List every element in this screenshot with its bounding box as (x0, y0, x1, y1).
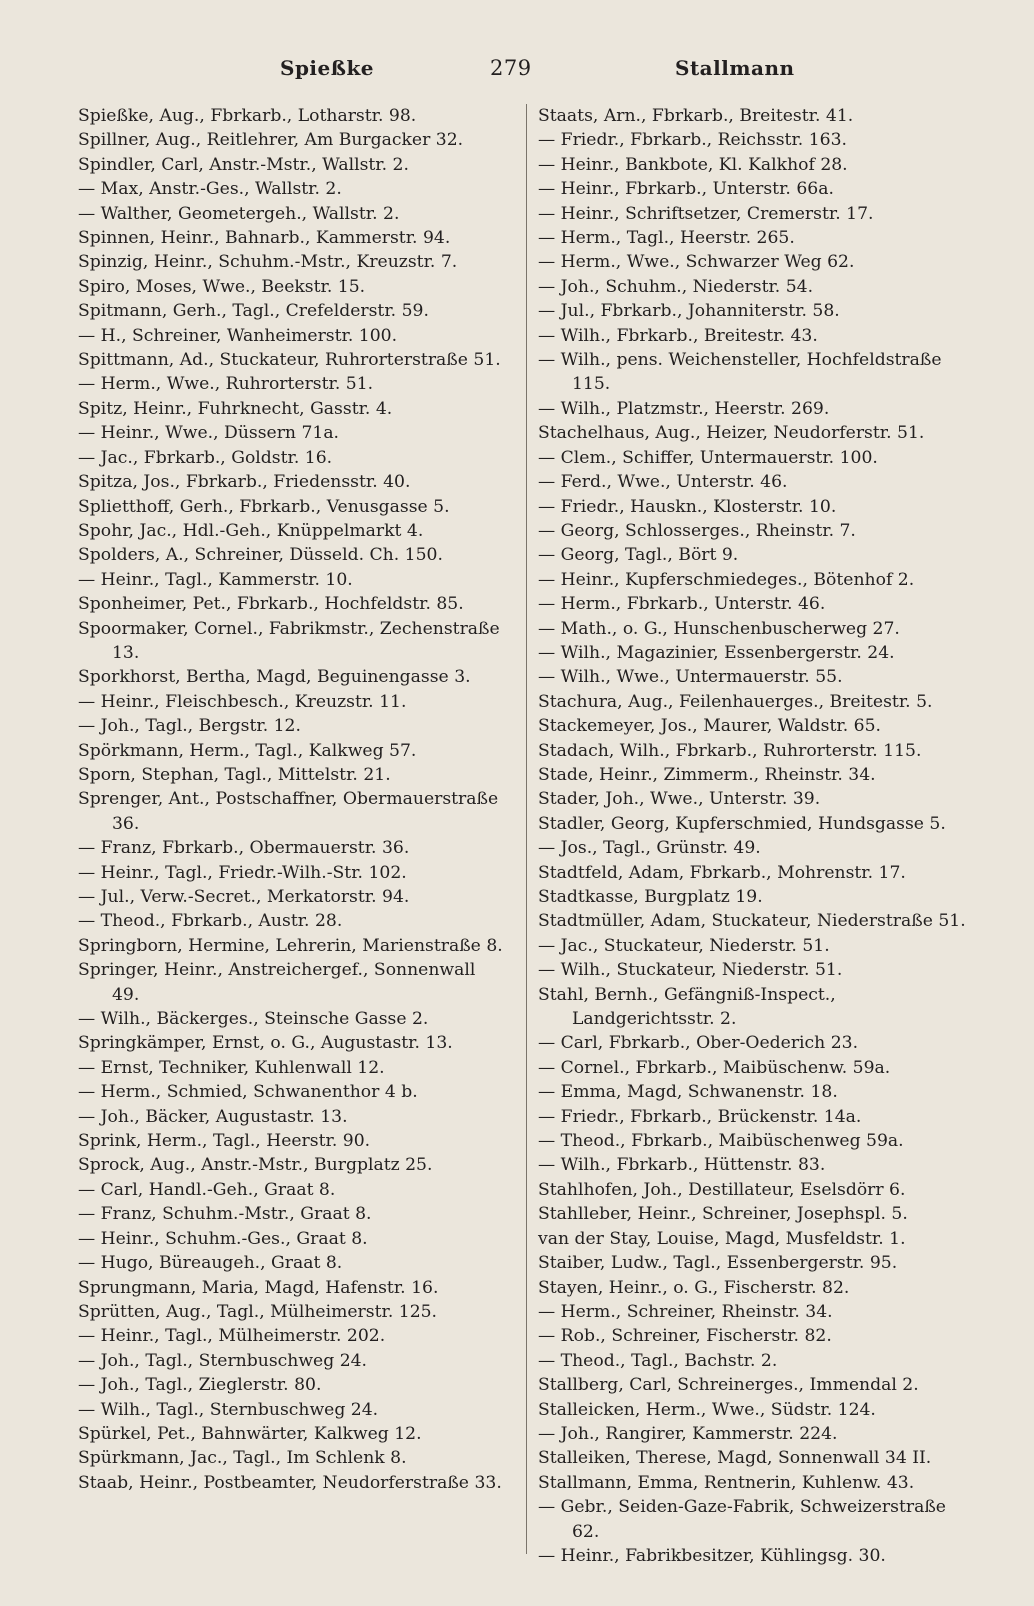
directory-entry: — Herm., Schreiner, Rheinstr. 34. (538, 1301, 833, 1322)
directory-entry: — Theod., Fbrkarb., Maibüschenweg 59a. (538, 1131, 904, 1152)
directory-entry: Spoormaker, Cornel., Fabrikmstr., Zechenstraße 13. (78, 618, 500, 663)
directory-entry: — Jul., Fbrkarb., Johanniterstr. 58. (538, 301, 840, 322)
directory-entry: — Carl, Fbrkarb., Ober-Oederich 23. (538, 1033, 859, 1054)
directory-entry: — H., Schreiner, Wanheimerstr. 100. (78, 325, 398, 346)
directory-entry: — Heinr., Fbrkarb., Unterstr. 66a. (538, 179, 834, 200)
directory-entry: — Herm., Wwe., Ruhrorterstr. 51. (78, 374, 374, 395)
directory-entry: — Joh., Rangirer, Kammerstr. 224. (538, 1423, 838, 1444)
directory-entry: — Ferd., Wwe., Unterstr. 46. (538, 472, 788, 493)
directory-entry: Spürkel, Pet., Bahnwärter, Kalkweg 12. (78, 1423, 422, 1444)
directory-entry: — Theod., Fbrkarb., Austr. 28. (78, 911, 343, 932)
directory-entry: — Friedr., Fbrkarb., Brückenstr. 14a. (538, 1106, 862, 1127)
directory-entry: — Heinr., Tagl., Kammerstr. 10. (78, 569, 353, 590)
directory-entry: — Joh., Tagl., Sternbuschweg 24. (78, 1350, 368, 1371)
directory-entry: Sponheimer, Pet., Fbrkarb., Hochfeldstr. 85. (78, 594, 464, 615)
directory-entry: — Carl, Handl.-Geh., Graat 8. (78, 1179, 336, 1200)
directory-entry: Stachura, Aug., Feilenhauerges., Breitestr. 5. (538, 691, 933, 712)
directory-entry: — Emma, Magd, Schwanenstr. 18. (538, 1082, 838, 1103)
directory-entry: Stadtmüller, Adam, Stuckateur, Niederstraße 51. (538, 911, 966, 932)
right-column (538, 104, 978, 1568)
directory-entry: — Georg, Schlosserges., Rheinstr. 7. (538, 520, 856, 541)
directory-entry: — Jos., Tagl., Grünstr. 49. (538, 838, 761, 859)
directory-entry: Spinnen, Heinr., Bahnarb., Kammerstr. 94. (78, 228, 451, 249)
directory-entry: van der Stay, Louise, Magd, Musfeldstr. 1. (538, 1228, 906, 1249)
directory-entry: — Heinr., Fabrikbesitzer, Kühlingsg. 30. (538, 1545, 886, 1566)
directory-entry: Spolders, A., Schreiner, Düsseld. Ch. 150. (78, 545, 443, 566)
directory-entry: Sporn, Stephan, Tagl., Mittelstr. 21. (78, 764, 391, 785)
directory-entry: — Walther, Geometergeh., Wallstr. 2. (78, 203, 400, 224)
directory-entry: Stalleicken, Herm., Wwe., Südstr. 124. (538, 1399, 876, 1420)
directory-entry: Spitmann, Gerh., Tagl., Crefelderstr. 59. (78, 301, 429, 322)
directory-entry: — Clem., Schiffer, Untermauerstr. 100. (538, 447, 878, 468)
directory-entry: — Wilh., Fbrkarb., Hüttenstr. 83. (538, 1155, 826, 1176)
page-number: 279 (490, 56, 532, 80)
directory-entry: — Herm., Tagl., Heerstr. 265. (538, 228, 795, 249)
directory-entry: Stallmann, Emma, Rentnerin, Kuhlenw. 43. (538, 1472, 915, 1493)
directory-entry: Spörkmann, Herm., Tagl., Kalkweg 57. (78, 740, 417, 761)
directory-entry: — Wilh., Wwe., Untermauerstr. 55. (538, 667, 843, 688)
directory-entry: Stachelhaus, Aug., Heizer, Neudorferstr. 51. (538, 423, 925, 444)
directory-entry: Stade, Heinr., Zimmerm., Rheinstr. 34. (538, 764, 876, 785)
directory-entry: — Heinr., Schriftsetzer, Cremerstr. 17. (538, 203, 874, 224)
directory-entry: — Math., o. G., Hunschenbuscherweg 27. (538, 618, 900, 639)
left-column (78, 104, 508, 1495)
directory-entry: Springer, Heinr., Anstreichergef., Sonnenwall 49. (78, 960, 476, 1005)
directory-entry: — Georg, Tagl., Bört 9. (538, 545, 739, 566)
directory-entry: — Jac., Stuckateur, Niederstr. 51. (538, 935, 830, 956)
directory-entry: Stadler, Georg, Kupferschmied, Hundsgasse 5. (538, 813, 946, 834)
directory-entry: Spießke, Aug., Fbrkarb., Lotharstr. 98. (78, 106, 417, 126)
directory-entry: — Heinr., Wwe., Düssern 71a. (78, 423, 340, 444)
directory-entry: Stahl, Bernh., Gefängniß-Inspect., Landgerichtsstr. 2. (538, 984, 836, 1030)
directory-entry: Spillner, Aug., Reitlehrer, Am Burgacker 32. (78, 130, 464, 151)
directory-entry: — Wilh., Tagl., Sternbuschweg 24. (78, 1399, 379, 1420)
directory-entry: Staab, Heinr., Postbeamter, Neudorferstraße 33. (78, 1472, 502, 1493)
directory-entry: Stadach, Wilh., Fbrkarb., Ruhrorterstr. 115. (538, 740, 922, 761)
page-header (70, 56, 970, 90)
directory-entry: Spitz, Heinr., Fuhrknecht, Gasstr. 4. (78, 398, 393, 419)
directory-entry: — Rob., Schreiner, Fischerstr. 82. (538, 1326, 832, 1347)
directory-entry: Sprütten, Aug., Tagl., Mülheimerstr. 125. (78, 1301, 438, 1322)
directory-entry: — Wilh., Platzmstr., Heerstr. 269. (538, 398, 830, 419)
directory-entry: — Wilh., Bäckerges., Steinsche Gasse 2. (78, 1009, 429, 1030)
directory-entry: Spiro, Moses, Wwe., Beekstr. 15. (78, 276, 366, 297)
directory-entry: Stadtfeld, Adam, Fbrkarb., Mohrenstr. 17. (538, 862, 906, 883)
directory-entry: — Ernst, Techniker, Kuhlenwall 12. (78, 1057, 385, 1078)
directory-entry: — Wilh., pens. Weichensteller, Hochfeldstraße 115. (538, 350, 942, 395)
directory-entry: — Joh., Tagl., Zieglerstr. 80. (78, 1375, 322, 1396)
directory-entry: Spinzig, Heinr., Schuhm.-Mstr., Kreuzstr. 7. (78, 252, 458, 273)
directory-entry: — Wilh., Stuckateur, Niederstr. 51. (538, 960, 843, 981)
header-right-keyword: Stallmann (675, 56, 795, 80)
directory-entry: — Cornel., Fbrkarb., Maibüschenw. 59a. (538, 1057, 891, 1078)
directory-entry: Spittmann, Ad., Stuckateur, Ruhrorterstraße 51. (78, 350, 501, 371)
directory-entry: Spohr, Jac., Hdl.-Geh., Knüppelmarkt 4. (78, 520, 424, 541)
directory-entry: Stalleiken, Therese, Magd, Sonnenwall 34 II. (538, 1448, 932, 1469)
directory-entry: Sprenger, Ant., Postschaffner, Obermauerstraße 36. (78, 789, 499, 834)
directory-entry: — Joh., Bäcker, Augustastr. 13. (78, 1106, 348, 1127)
directory-entry: Stader, Joh., Wwe., Unterstr. 39. (538, 789, 821, 810)
directory-entry: — Herm., Wwe., Schwarzer Weg 62. (538, 252, 855, 273)
directory-entry: Sprock, Aug., Anstr.-Mstr., Burgplatz 25. (78, 1155, 433, 1176)
directory-entry: — Gebr., Seiden-Gaze-Fabrik, Schweizerstraße 62. (538, 1497, 946, 1542)
header-left-keyword: Spießke (280, 56, 375, 80)
column-divider (526, 104, 527, 1554)
directory-entry: — Herm., Schmied, Schwanenthor 4 b. (78, 1082, 418, 1103)
directory-entry: — Jac., Fbrkarb., Goldstr. 16. (78, 447, 333, 468)
directory-entry: Staiber, Ludw., Tagl., Essenbergerstr. 95. (538, 1253, 898, 1274)
directory-entry: — Heinr., Kupferschmiedeges., Bötenhof 2. (538, 569, 915, 590)
directory-entry: — Hugo, Büreaugeh., Graat 8. (78, 1253, 343, 1274)
directory-entry: Springkämper, Ernst, o. G., Augustastr. 13. (78, 1033, 453, 1054)
directory-entry: — Joh., Schuhm., Niederstr. 54. (538, 276, 814, 297)
directory-entry: — Heinr., Schuhm.-Ges., Graat 8. (78, 1228, 368, 1249)
directory-entry: — Friedr., Fbrkarb., Reichsstr. 163. (538, 130, 847, 151)
directory-entry: — Friedr., Hauskn., Klosterstr. 10. (538, 496, 837, 517)
directory-entry: Stahlhofen, Joh., Destillateur, Eselsdörr 6. (538, 1179, 906, 1200)
directory-entry: — Theod., Tagl., Bachstr. 2. (538, 1350, 778, 1371)
directory-entry: Stahlleber, Heinr., Schreiner, Josephspl. 5. (538, 1204, 908, 1225)
directory-entry: — Heinr., Tagl., Friedr.-Wilh.-Str. 102. (78, 862, 407, 883)
directory-entry: — Jul., Verw.-Secret., Merkatorstr. 94. (78, 887, 410, 907)
directory-entry: Stayen, Heinr., o. G., Fischerstr. 82. (538, 1277, 850, 1298)
directory-entry: — Heinr., Tagl., Mülheimerstr. 202. (78, 1326, 386, 1347)
directory-entry: — Franz, Schuhm.-Mstr., Graat 8. (78, 1204, 372, 1225)
directory-entry: Stadtkasse, Burgplatz 19. (538, 887, 763, 907)
directory-entry: Staats, Arn., Fbrkarb., Breitestr. 41. (538, 106, 854, 126)
directory-entry: — Franz, Fbrkarb., Obermauerstr. 36. (78, 838, 410, 859)
directory-entry: — Heinr., Fleischbesch., Kreuzstr. 11. (78, 691, 407, 712)
directory-entry: Spitza, Jos., Fbrkarb., Friedensstr. 40. (78, 472, 411, 493)
directory-entry: Stackemeyer, Jos., Maurer, Waldstr. 65. (538, 716, 881, 737)
directory-entry: — Heinr., Bankbote, Kl. Kalkhof 28. (538, 154, 848, 175)
directory-entry: — Herm., Fbrkarb., Unterstr. 46. (538, 594, 826, 615)
directory-entry: — Joh., Tagl., Bergstr. 12. (78, 716, 301, 737)
directory-entry: — Wilh., Magazinier, Essenbergerstr. 24. (538, 642, 895, 663)
directory-entry: Sporkhorst, Bertha, Magd, Beguinengasse 3. (78, 667, 471, 688)
directory-entry: Splietthoff, Gerh., Fbrkarb., Venusgasse 5. (78, 496, 450, 517)
directory-entry: — Max, Anstr.-Ges., Wallstr. 2. (78, 179, 342, 200)
directory-entry: Stallberg, Carl, Schreinerges., Immendal 2. (538, 1375, 919, 1396)
directory-entry: Springborn, Hermine, Lehrerin, Marienstraße 8. (78, 935, 503, 956)
directory-entry: Spürkmann, Jac., Tagl., Im Schlenk 8. (78, 1448, 407, 1469)
directory-entry: Sprink, Herm., Tagl., Heerstr. 90. (78, 1131, 371, 1152)
directory-entry: — Wilh., Fbrkarb., Breitestr. 43. (538, 325, 818, 346)
directory-entry: Sprungmann, Maria, Magd, Hafenstr. 16. (78, 1277, 439, 1298)
directory-entry: Spindler, Carl, Anstr.-Mstr., Wallstr. 2. (78, 154, 409, 175)
